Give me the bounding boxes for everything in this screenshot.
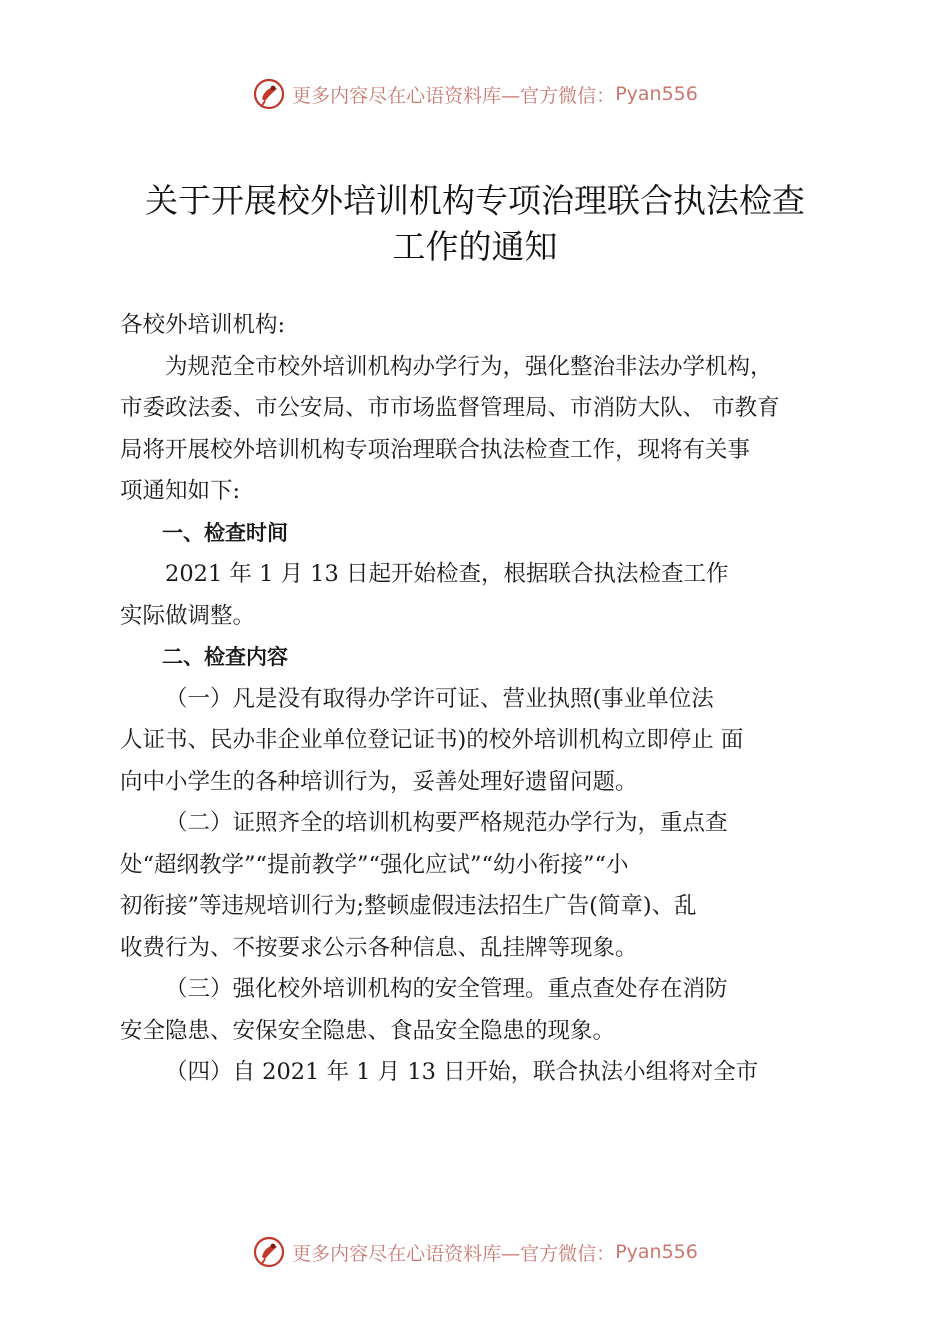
watermark-wechat-label: —官方微信： bbox=[501, 1242, 616, 1265]
item-2-line-3: 初衔接”等违规培训行为;整顿虚假违法招生广告(简章)、乱 bbox=[120, 893, 697, 919]
document-body bbox=[120, 305, 850, 1094]
rose-logo-icon bbox=[252, 1235, 286, 1269]
watermark-wechat-id: Pyan556 bbox=[615, 83, 698, 105]
title-line-2: 工作的通知 bbox=[392, 227, 558, 266]
watermark-wechat-label: —官方微信： bbox=[501, 84, 616, 107]
item-1-line-1: （一）凡是没有取得办学许可证、营业执照(事业单位法 bbox=[165, 685, 714, 712]
section-1-line-2: 实际做调整。 bbox=[120, 602, 256, 629]
intro-line-1: 为规范全市校外培训机构办学行为，强化整治非法办学机构， bbox=[165, 353, 773, 380]
title-line-1: 关于开展校外培训机构专项治理联合执法检查 bbox=[145, 181, 805, 220]
watermark-site-name: 更多内容尽在心语资料库 bbox=[292, 1242, 502, 1265]
footer-watermark bbox=[0, 1232, 950, 1272]
item-2-line-4: 收费行为、不按要求公示各种信息、乱挂牌等现象。 bbox=[120, 934, 638, 961]
item-3-line-1: （三）强化校外培训机构的安全管理。重点查处存在消防 bbox=[165, 976, 728, 1002]
header-watermark bbox=[0, 74, 950, 114]
item-1-line-2: 人证书、民办非企业单位登记证书)的校外培训机构立即停止 面 bbox=[120, 727, 744, 753]
item-4-line-1: （四）自 2021 年 1 月 13 日开始，联合执法小组将对全市 bbox=[165, 1059, 759, 1085]
intro-line-2: 市委政法委、市公安局、市市场监督管理局、市消防大队、 市教育 bbox=[120, 395, 780, 421]
intro-line-4: 项通知如下: bbox=[120, 478, 241, 504]
document-title bbox=[0, 178, 950, 270]
item-3-line-2: 安全隐患、安保安全隐患、食品安全隐患的现象。 bbox=[120, 1017, 616, 1044]
salutation: 各校外培训机构: bbox=[120, 312, 286, 338]
section-2-heading: 二、检查内容 bbox=[162, 645, 288, 669]
watermark-site-name: 更多内容尽在心语资料库 bbox=[292, 84, 502, 107]
section-1-line-1: 2021 年 1 月 13 日起开始检查，根据联合执法检查工作 bbox=[165, 561, 729, 587]
rose-logo-icon bbox=[252, 77, 286, 111]
section-1-heading: 一、检查时间 bbox=[162, 520, 288, 545]
item-1-line-3: 向中小学生的各种培训行为，妥善处理好遗留问题。 bbox=[120, 768, 638, 795]
intro-line-3: 局将开展校外培训机构专项治理联合执法检查工作，现将有关事 bbox=[120, 436, 751, 463]
item-2-line-2: 处“超纲教学”“提前教学”“强化应试”“幼小衔接”“小 bbox=[120, 851, 629, 878]
watermark-wechat-id: Pyan556 bbox=[615, 1241, 698, 1263]
item-2-line-1: （二）证照齐全的培训机构要严格规范办学行为，重点查 bbox=[165, 810, 728, 836]
